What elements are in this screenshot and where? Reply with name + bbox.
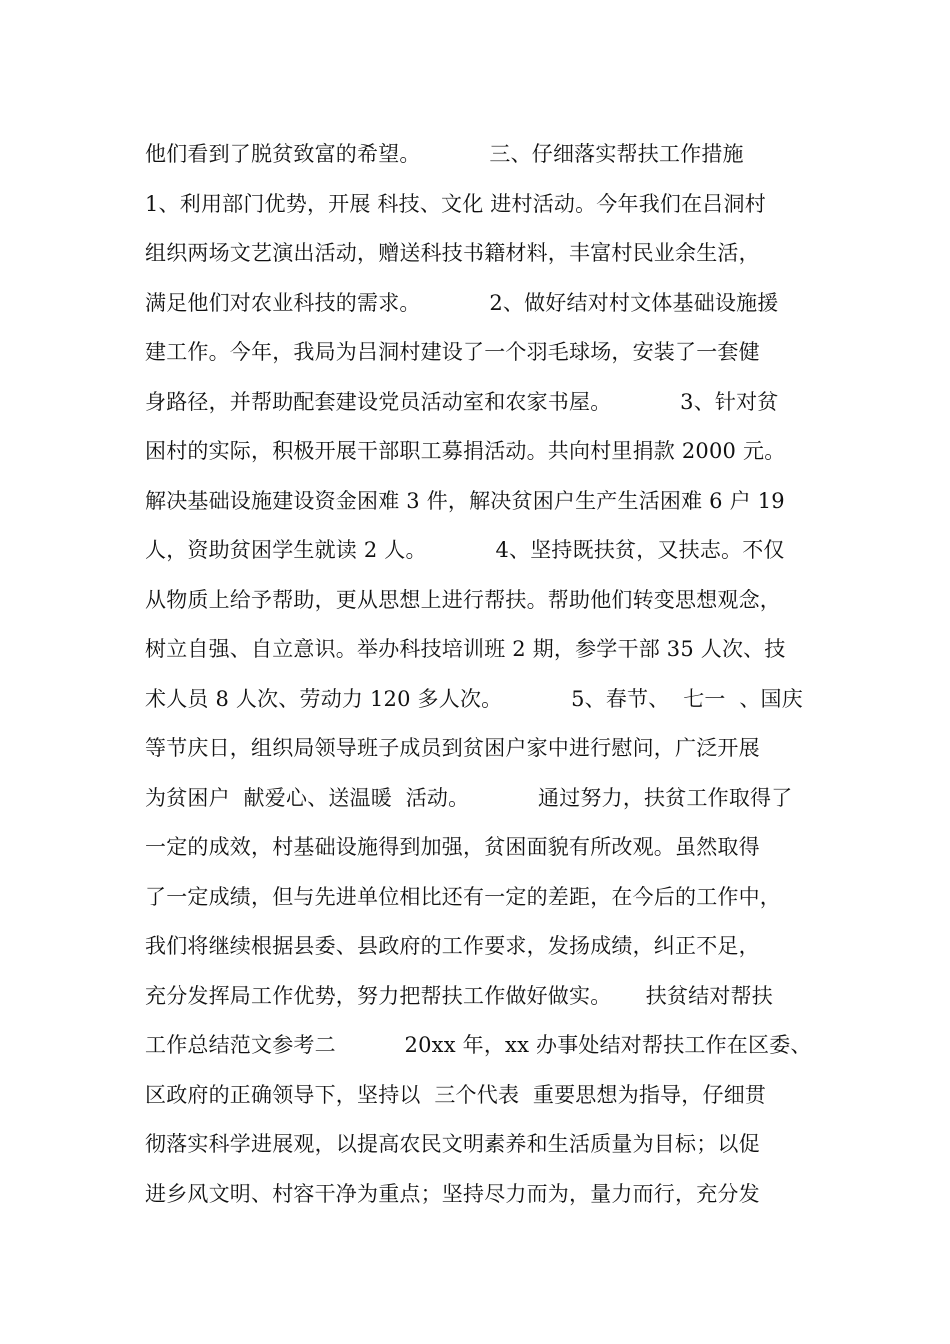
text-line: 我们将继续根据县委、县政府的工作要求，发扬成绩，纠正不足， [145,934,760,958]
text-line: 等节庆日，组织局领导班子成员到贫困户家中进行慰问，广泛开展 [145,736,760,760]
text-line: 人，资助贫困学生就读 2 人。 4、坚持既扶贫，又扶志。不仅 [145,538,785,562]
text-line: 区政府的正确领导下，坚持以 三个代表 重要思想为指导，仔细贯 [145,1082,767,1107]
text-line: 进乡风文明、村容干净为重点；坚持尽力而为，量力而行，充分发 [145,1181,760,1206]
text-line: 身路径，并帮助配套建设党员活动室和农家书屋。 3、针对贫 [145,389,779,414]
text-line: 困村的实际，积极开展干部职工募捐活动。共向村里捐款 2000 元。 [145,439,786,463]
text-line: 满足他们对农业科技的需求。 2、做好结对村文体基础设施援 [145,290,779,315]
text-line: 充分发挥局工作优势，努力把帮扶工作做好做实。 扶贫结对帮扶 [145,983,773,1008]
text-line: 解决基础设施建设资金困难 3 件，解决贫困户生产生活困难 6 户 19 [145,488,785,513]
text-line: 组织两场文艺演出活动，赠送科技书籍材料，丰富村民业余生活， [145,241,760,265]
text-line: 一定的成效，村基础设施得到加强，贫困面貌有所改观。虽然取得 [145,835,760,859]
text-line: 了一定成绩，但与先进单位相比还有一定的差距，在今后的工作中， [145,884,781,909]
text-line: 树立自强、自立意识。举办科技培训班 2 期，参学干部 35 人次、技 [145,637,786,661]
document-body [145,130,815,1219]
text-line: 术人员 8 人次、劳动力 120 多人次。 5、春节、 七一 、国庆 [145,686,803,711]
text-line: 从物质上给予帮助，更从思想上进行帮扶。帮助他们转变思想观念， [145,587,781,612]
text-line: 他们看到了脱贫致富的希望。 三、仔细落实帮扶工作措施 [145,142,744,166]
text-line: 建工作。今年，我局为吕洞村建设了一个羽毛球场，安装了一套健 [145,340,760,364]
text-line: 彻落实科学进展观，以提高农民文明素养和生活质量为目标；以促 [145,1132,760,1156]
text-line: 为贫困户 献爱心、送温暖 活动。 通过努力，扶贫工作取得了 [145,785,793,810]
text-line: 工作总结范文参考二 20xx 年，xx 办事处结对帮扶工作在区委、 [145,1033,812,1057]
text-line: 1、利用部门优势，开展 科技、文化 进村活动。今年我们在吕洞村 [145,191,766,216]
